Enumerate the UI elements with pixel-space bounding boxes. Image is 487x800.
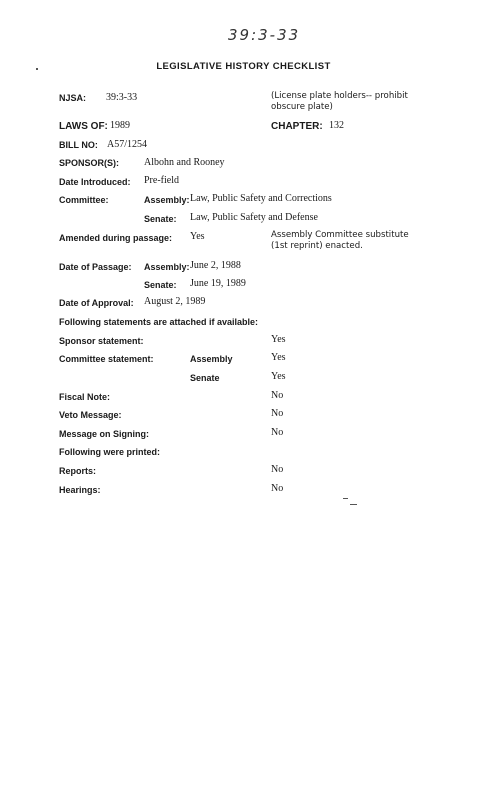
passage-assembly-value: June 2, 1988: [190, 260, 241, 271]
scan-speck: [350, 504, 357, 505]
date-of-approval-value: August 2, 1989: [144, 296, 206, 307]
amended-label: Amended during passage:: [59, 233, 173, 243]
njsa-value: 39:3-33: [106, 92, 138, 103]
sponsors-label: SPONSOR(S):: [59, 158, 120, 168]
veto-message-label: Veto Message:: [59, 410, 122, 420]
passage-senate-value: June 19, 1989: [190, 278, 246, 289]
committee-assembly-value: Law, Public Safety and Corrections: [190, 193, 332, 204]
amended-value: Yes: [190, 231, 205, 242]
committee-label: Committee:: [59, 195, 109, 205]
passage-assembly-label: Assembly:: [144, 262, 190, 272]
committee-senate-value: Law, Public Safety and Defense: [190, 212, 318, 223]
laws-of-value: 1989: [110, 120, 130, 131]
hearings-value: No: [271, 483, 284, 494]
printed-heading: Following were printed:: [59, 447, 160, 457]
committee-statement-senate-label: Senate: [190, 373, 220, 383]
njsa-description-line1: (License plate holders-- prohibit: [271, 91, 408, 101]
passage-senate-label: Senate:: [144, 280, 177, 290]
laws-of-label: LAWS OF:: [59, 121, 108, 132]
handwritten-statute-number: 39:3-33: [228, 26, 301, 44]
date-introduced-label: Date Introduced:: [59, 177, 131, 187]
bill-no-value: A57/1254: [107, 139, 147, 150]
veto-message-value: No: [271, 408, 284, 419]
committee-assembly-label: Assembly:: [144, 195, 190, 205]
bill-no-label: BILL NO:: [59, 140, 98, 150]
amended-note-line1: Assembly Committee substitute: [271, 230, 409, 240]
njsa-description-line2: obscure plate): [271, 102, 333, 112]
page-title: LEGISLATIVE HISTORY CHECKLIST: [156, 61, 331, 72]
committee-senate-label: Senate:: [144, 214, 177, 224]
statements-attached-heading: Following statements are attached if available:: [59, 317, 259, 327]
date-introduced-value: Pre-field: [144, 175, 179, 186]
njsa-label: NJSA:: [59, 93, 87, 103]
date-of-passage-label: Date of Passage:: [59, 262, 132, 272]
sponsor-statement-label: Sponsor statement:: [59, 336, 144, 346]
committee-statement-assembly-label: Assembly: [190, 354, 233, 364]
fiscal-note-value: No: [271, 390, 284, 401]
hearings-label: Hearings:: [59, 485, 101, 495]
message-on-signing-label: Message on Signing:: [59, 429, 150, 439]
fiscal-note-label: Fiscal Note:: [59, 392, 111, 402]
reports-label: Reports:: [59, 466, 97, 476]
chapter-value: 132: [329, 120, 344, 131]
sponsors-value: Albohn and Rooney: [144, 157, 225, 168]
sponsor-statement-value: Yes: [271, 334, 286, 345]
committee-statement-label: Committee statement:: [59, 354, 154, 364]
committee-statement-senate-value: Yes: [271, 371, 286, 382]
committee-statement-assembly-value: Yes: [271, 352, 286, 363]
message-on-signing-value: No: [271, 427, 284, 438]
amended-note-line2: (1st reprint) enacted.: [271, 241, 363, 251]
reports-value: No: [271, 464, 284, 475]
scan-speck: [343, 498, 348, 499]
date-of-approval-label: Date of Approval:: [59, 298, 134, 308]
chapter-label: CHAPTER:: [271, 121, 323, 132]
